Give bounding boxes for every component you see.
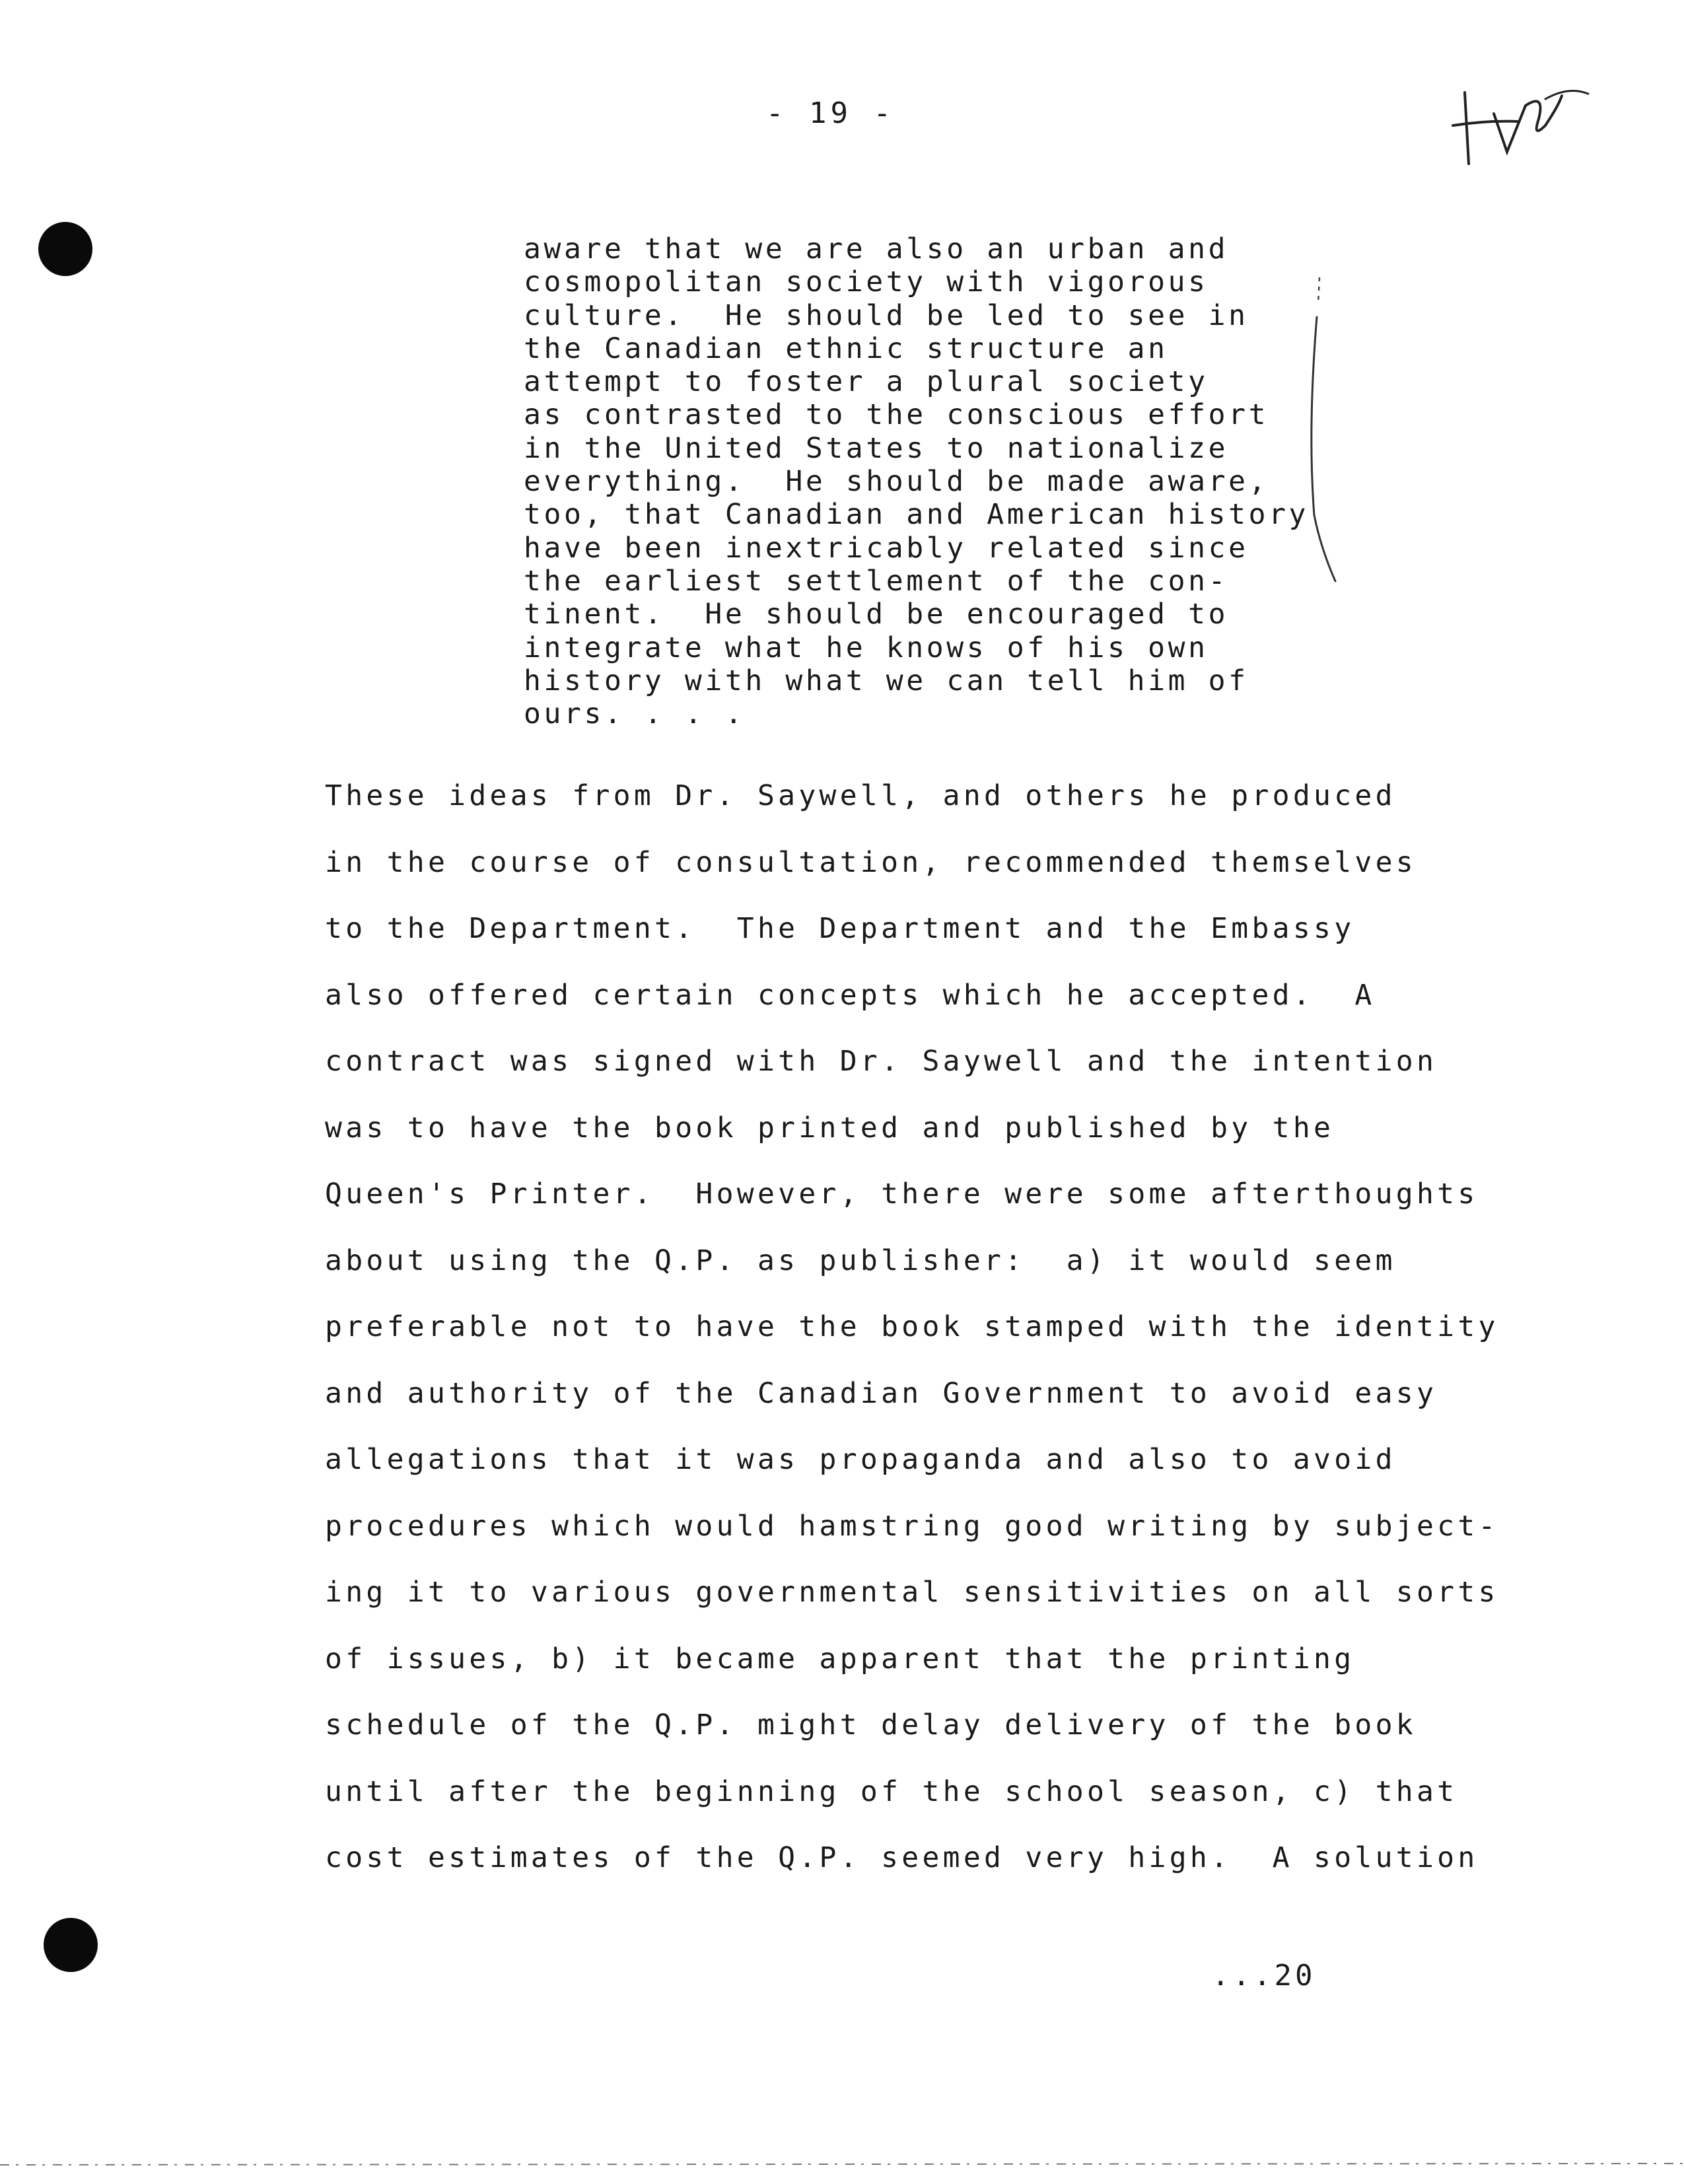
quote-line: cosmopolitan society with vigorous bbox=[524, 265, 1209, 299]
body-line: until after the beginning of the school season, c) that bbox=[325, 1775, 1458, 1808]
body-line: contract was signed with Dr. Saywell and the intention bbox=[325, 1045, 1438, 1078]
body-paragraph bbox=[325, 763, 1499, 1891]
punch-hole-top bbox=[38, 222, 92, 276]
quote-line: have been inextricably related since bbox=[524, 531, 1249, 565]
body-line: ing it to various governmental sensitivities on all sorts bbox=[325, 1576, 1499, 1609]
quote-line: history with what we can tell him of bbox=[524, 664, 1249, 697]
body-line: about using the Q.P. as publisher: a) it would seem bbox=[325, 1244, 1396, 1277]
body-line: was to have the book printed and published by the bbox=[325, 1111, 1335, 1145]
body-line: preferable not to have the book stamped with the identity bbox=[325, 1310, 1499, 1343]
handwritten-initials bbox=[1446, 79, 1598, 178]
quote-line: everything. He should be made aware, bbox=[524, 465, 1269, 499]
body-line: of issues, b) it became apparent that the printing bbox=[325, 1642, 1355, 1675]
quote-line: ours. . . . bbox=[524, 697, 746, 731]
page-number: - 19 - bbox=[766, 96, 895, 130]
body-line: Queen's Printer. However, there were some afterthoughts bbox=[325, 1178, 1479, 1211]
quote-line: attempt to foster a plural society bbox=[524, 365, 1209, 399]
scan-edge-noise bbox=[0, 2160, 1684, 2169]
block-quote bbox=[524, 232, 1309, 730]
body-line: cost estimates of the Q.P. seemed very high. A solution bbox=[325, 1841, 1479, 1874]
quote-line: as contrasted to the conscious effort bbox=[524, 398, 1269, 432]
body-line: and authority of the Canadian Government to avoid easy bbox=[325, 1376, 1438, 1410]
quote-line: integrate what he knows of his own bbox=[524, 631, 1209, 664]
continuation-marker: ...20 bbox=[1212, 1959, 1316, 1992]
body-line: also offered certain concepts which he accepted. A bbox=[325, 978, 1376, 1012]
quote-line: aware that we are also an urban and bbox=[524, 232, 1229, 265]
body-line: These ideas from Dr. Saywell, and others he produced bbox=[325, 779, 1396, 812]
body-line: schedule of the Q.P. might delay delivery of the book bbox=[325, 1708, 1417, 1742]
body-line: to the Department. The Department and the Embassy bbox=[325, 912, 1355, 945]
body-line: procedures which would hamstring good writing by subject- bbox=[325, 1509, 1499, 1543]
quote-line: in the United States to nationalize bbox=[524, 431, 1229, 465]
body-line: in the course of consultation, recommended themselves bbox=[325, 845, 1417, 879]
punch-hole-bottom bbox=[44, 1918, 98, 1972]
quote-line: the Canadian ethnic structure an bbox=[524, 332, 1168, 365]
body-line: allegations that it was propaganda and also to avoid bbox=[325, 1443, 1396, 1476]
quote-line: the earliest settlement of the con- bbox=[524, 564, 1229, 598]
quote-line: tinent. He should be encouraged to bbox=[524, 598, 1229, 631]
quote-line: culture. He should be led to see in bbox=[524, 299, 1249, 332]
quote-line: too, that Canadian and American history bbox=[524, 498, 1310, 532]
margin-bracket-mark bbox=[1288, 264, 1341, 608]
